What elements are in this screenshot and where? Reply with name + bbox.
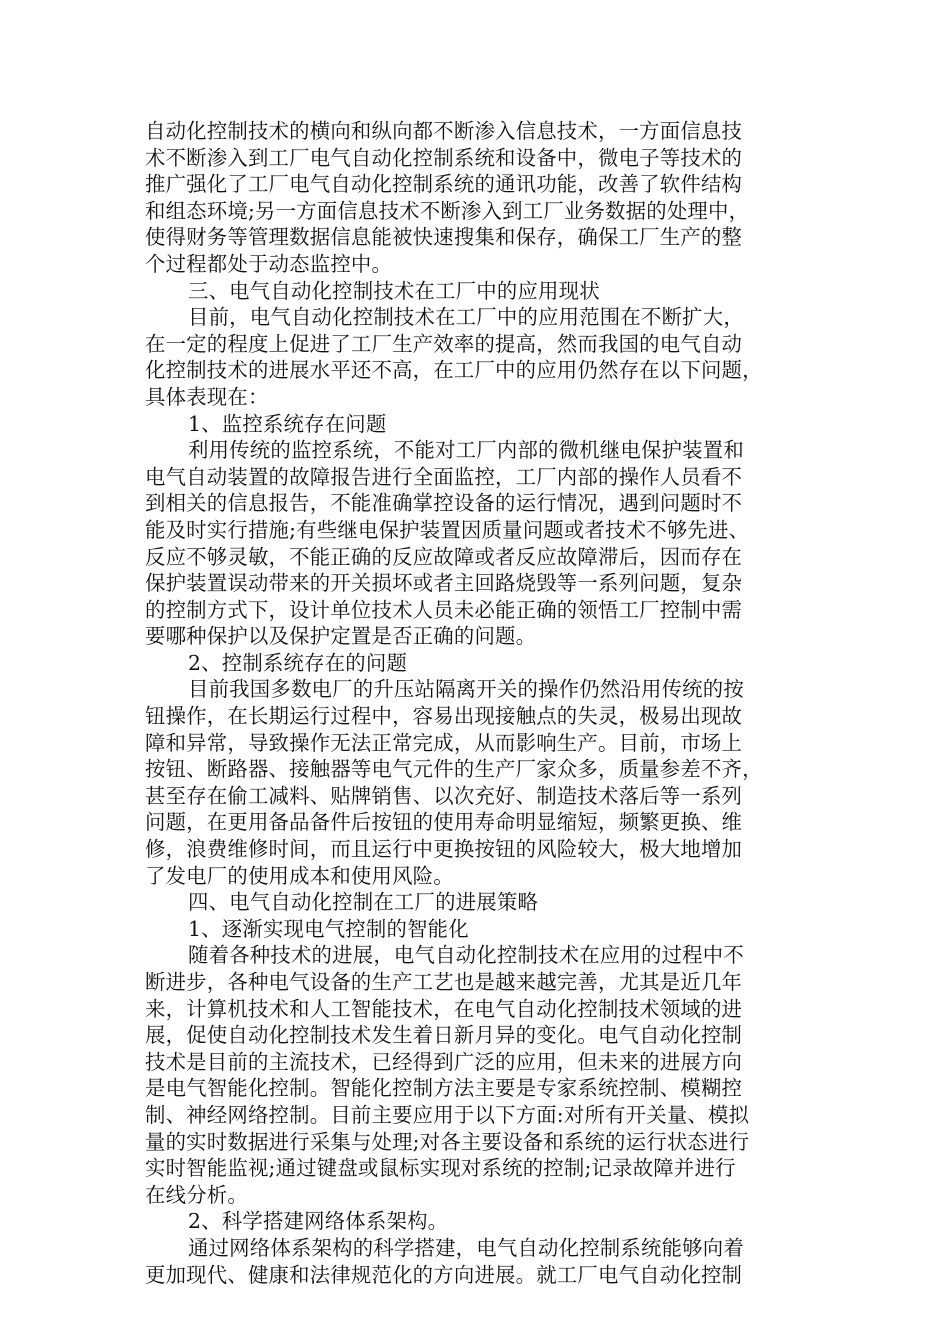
text-line: 在一定的程度上促进了工厂生产效率的提高，然而我国的电气自动 <box>145 331 743 356</box>
text-line: 甚至存在偷工减料、贴牌销售、以次充好、制造技术落后等一系列 <box>145 783 743 808</box>
text-line: 实时智能监视;通过键盘或鼠标实现对系统的控制;记录故障并进行 <box>145 1156 736 1181</box>
document-body <box>145 118 805 1288</box>
text-line: 来，计算机技术和人工智能技术，在电气自动化控制技术领域的进 <box>145 996 743 1021</box>
text-line: 在线分析。 <box>145 1182 248 1207</box>
text-line: 技术是目前的主流技术，已经得到广泛的应用，但未来的进展方向 <box>145 1049 743 1074</box>
text-line: 目前我国多数电厂的升压站隔离开关的操作仍然沿用传统的按 <box>188 677 744 702</box>
text-line: 个过程都处于动态监控中。 <box>145 251 393 276</box>
text-line: 自动化控制技术的横向和纵向都不断渗入信息技术，一方面信息技 <box>145 119 743 143</box>
text-line: 推广强化了工厂电气自动化控制系统的通讯功能，改善了软件结构 <box>145 172 743 197</box>
text-line: 的控制方式下，设计单位技术人员未必能正确的领悟工厂控制中需 <box>145 597 743 622</box>
text-line: 能及时实行措施;有些继电保护装置因质量问题或者技术不够先进、 <box>145 517 750 542</box>
text-line: 问题，在更用备品备件后按钮的使用寿命明显缩短，频繁更换、维 <box>145 810 743 835</box>
text-line: 展，促使自动化控制技术发生着日新月异的变化。电气自动化控制 <box>145 1023 743 1048</box>
text-line: 按钮、断路器、接触器等电气元件的生产厂家众多，质量参差不齐， <box>145 757 763 782</box>
text-line: 通过网络体系架构的科学搭建，电气自动化控制系统能够向着 <box>188 1235 744 1260</box>
text-line: 四、电气自动化控制在工厂的进展策略 <box>188 890 539 915</box>
text-line: 保护装置误动带来的开关损坏或者主回路烧毁等一系列问题，复杂 <box>145 571 743 596</box>
text-line: 2、控制系统存在的问题 <box>188 650 408 675</box>
text-line: 更加现代、健康和法律规范化的方向进展。就工厂电气自动化控制 <box>145 1262 743 1287</box>
text-line: 电气自动装置的故障报告进行全面监控，工厂内部的操作人员看不 <box>145 464 743 489</box>
text-line: 了发电厂的使用成本和使用风险。 <box>145 863 454 888</box>
text-line: 和组态环境;另一方面信息技术不断渗入到工厂业务数据的处理中， <box>145 198 750 223</box>
text-line: 制、神经网络控制。目前主要应用于以下方面:对所有开关量、模拟 <box>145 1102 750 1127</box>
text-line: 化控制技术的进展水平还不高，在工厂中的应用仍然存在以下问题， <box>145 358 763 383</box>
text-line: 修，浪费维修时间，而且运行中更换按钮的风险较大，极大地增加 <box>145 837 743 862</box>
text-line: 具体表现在： <box>145 384 269 409</box>
text-line: 反应不够灵敏，不能正确的反应故障或者反应故障滞后，因而存在 <box>145 544 743 569</box>
text-line: 1、监控系统存在问题 <box>188 411 387 436</box>
text-line: 是电气智能化控制。智能化控制方法主要是专家系统控制、模糊控 <box>145 1076 743 1101</box>
text-line: 障和异常，导致操作无法正常完成，从而影响生产。目前，市场上 <box>145 730 743 755</box>
text-line: 2、科学搭建网络体系架构。 <box>188 1209 449 1234</box>
text-line: 目前，电气自动化控制技术在工厂中的应用范围在不断扩大， <box>188 305 744 330</box>
text-line: 术不断渗入到工厂电气自动化控制系统和设备中，微电子等技术的 <box>145 145 743 170</box>
text-line: 1、逐渐实现电气控制的智能化 <box>188 916 469 941</box>
text-line: 随着各种技术的进展，电气自动化控制技术在应用的过程中不 <box>188 943 744 968</box>
text-line: 使得财务等管理数据信息能被快速搜集和保存，确保工厂生产的整 <box>145 225 743 250</box>
text-line: 量的实时数据进行采集与处理;对各主要设备和系统的运行状态进行 <box>145 1129 750 1154</box>
text-line: 断进步，各种电气设备的生产工艺也是越来越完善，尤其是近几年 <box>145 970 743 994</box>
text-line: 三、电气自动化控制技术在工厂中的应用现状 <box>188 278 600 303</box>
text-line: 到相关的信息报告，不能准确掌控设备的运行情况，遇到问题时不 <box>145 491 743 516</box>
text-line: 要哪种保护以及保护定置是否正确的问题。 <box>145 624 537 649</box>
text-line: 钮操作，在长期运行过程中，容易出现接触点的失灵，极易出现故 <box>145 704 743 729</box>
text-line: 利用传统的监控系统，不能对工厂内部的微机继电保护装置和 <box>188 438 744 463</box>
